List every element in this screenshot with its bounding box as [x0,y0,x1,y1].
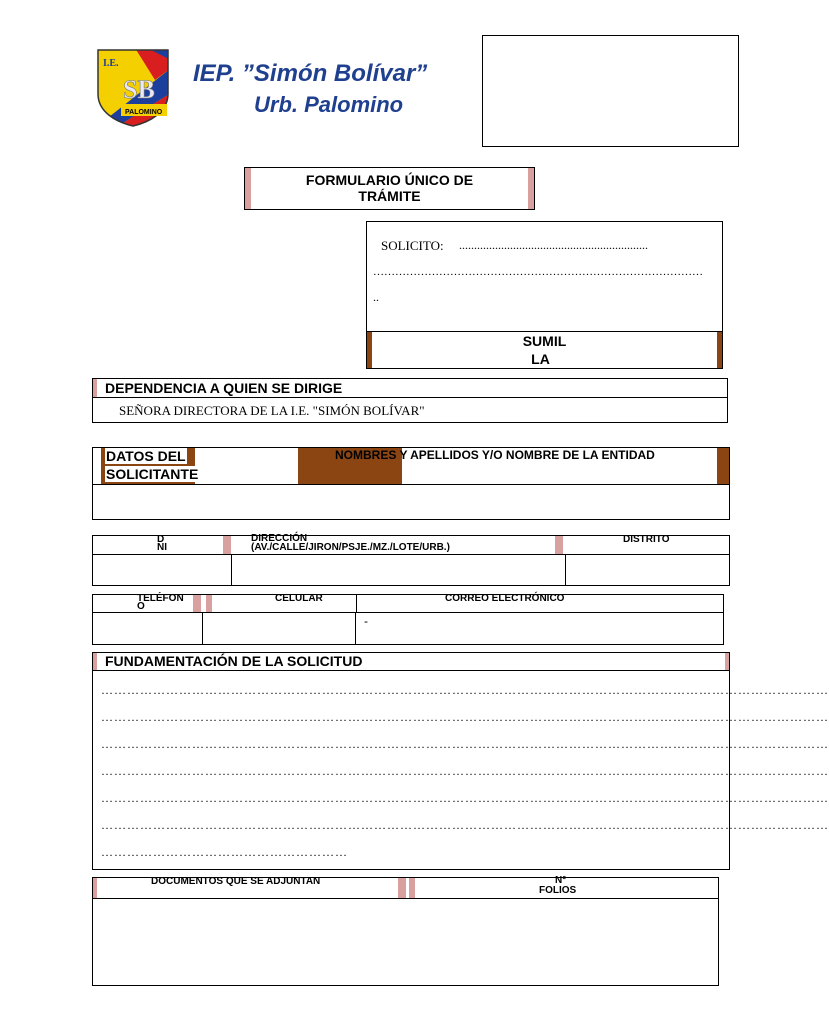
solicito-box [366,221,723,332]
solicitante-title-line2: SOLICITANTE [106,466,199,482]
dni-field[interactable] [93,555,232,585]
nombres-field[interactable] [92,484,730,520]
correo-value: - [364,614,368,628]
contact-header-row [92,594,724,613]
sumilla-box [366,331,723,369]
stamp-box [482,35,739,147]
fundamentacion-area[interactable] [92,670,829,870]
documentos-label: DOCUMENTOS QUE SE ADJUNTAN [151,876,321,887]
solicito-dots-3: .. [373,290,379,304]
fundamentacion-line-6: …………………………………………………………………………………………………………………………………………………… [101,818,829,832]
documentos-area[interactable] [92,898,719,986]
fundamentacion-line-3: …………………………………………………………………………………………………………………………………………………… [101,737,829,751]
direccion-label-line2: (AV./CALLE/JIRON/PSJE./MZ./LOTE/URB.) [251,542,450,553]
contact-values-row [92,612,724,645]
correo-label: CORREO ELECTRÓNICO [445,593,565,604]
solicitante-header [92,447,730,485]
solicito-label: SOLICITO: [381,238,444,253]
folios-label-line1: N° [555,875,567,886]
solicitante-title-line1: DATOS DEL [106,448,186,464]
distrito-label: DISTRITO [623,534,670,545]
school-name-line2: Urb. Palomino [254,92,404,117]
form-title-box [244,167,535,210]
telefono-label-line1: TELÉFON [137,593,184,604]
folios-label-line2: FOLIOS [539,885,577,896]
correo-field[interactable] [356,613,723,644]
fundamentacion-line-4: …………………………………………………………………………………………………………………………………………………… [101,764,829,778]
nombres-label: NOMBRES Y APELLIDOS Y/O NOMBRE DE LA ENTIDAD [335,448,655,462]
fundamentacion-title: FUNDAMENTACIÓN DE LA SOLICITUD [105,653,363,669]
school-logo [95,48,171,128]
sumilla-label-line1: SUMIL [522,333,567,349]
form-title-line1: FORMULARIO ÚNICO DE [305,172,474,188]
dependencia-value: SEÑORA DIRECTORA DE LA I.E. "SIMÓN BOLÍVAR" [119,403,425,418]
direccion-field[interactable] [232,555,566,585]
distrito-field[interactable] [566,555,729,585]
celular-label: CELULAR [275,593,323,604]
logo-text-bottom: PALOMINO [125,109,163,116]
fundamentacion-header [92,652,730,671]
fundamentacion-line-5: …………………………………………………………………………………………………………………………………………………… [101,791,829,805]
dni-values-row [92,554,730,586]
celular-field[interactable] [203,613,356,644]
solicito-dots-1[interactable]: ............................................................... [459,238,648,252]
logo-monogram: SB [123,75,155,104]
fundamentacion-line-7: ………………………………………………… [101,845,348,859]
form-title-line2: TRÁMITE [358,188,421,204]
telefono-label-line2: O [137,601,145,612]
school-name-line1: IEP. ”Simón Bolívar” [193,60,428,87]
sumilla-label-line2: LA [531,351,550,367]
fundamentacion-line-1: …………………………………………………………………………………………………………………………………………………… [101,683,829,697]
telefono-field[interactable] [93,613,203,644]
solicito-dots-2[interactable]: ……………………………………………………………………………… [373,266,703,278]
documentos-header [92,877,719,899]
dependencia-value-box[interactable] [92,397,728,423]
dependencia-header [92,378,728,398]
direccion-label-line1: DIRECCIÓN [251,533,308,544]
fundamentacion-line-2: …………………………………………………………………………………………………………………………………………………… [101,710,829,724]
dependencia-title: DEPENDENCIA A QUIEN SE DIRIGE [105,380,343,396]
dni-label-line2: NI [157,542,167,553]
logo-text-top: I.E. [103,58,119,69]
dni-header-row [92,535,730,555]
dni-label-line1: D [157,534,165,545]
